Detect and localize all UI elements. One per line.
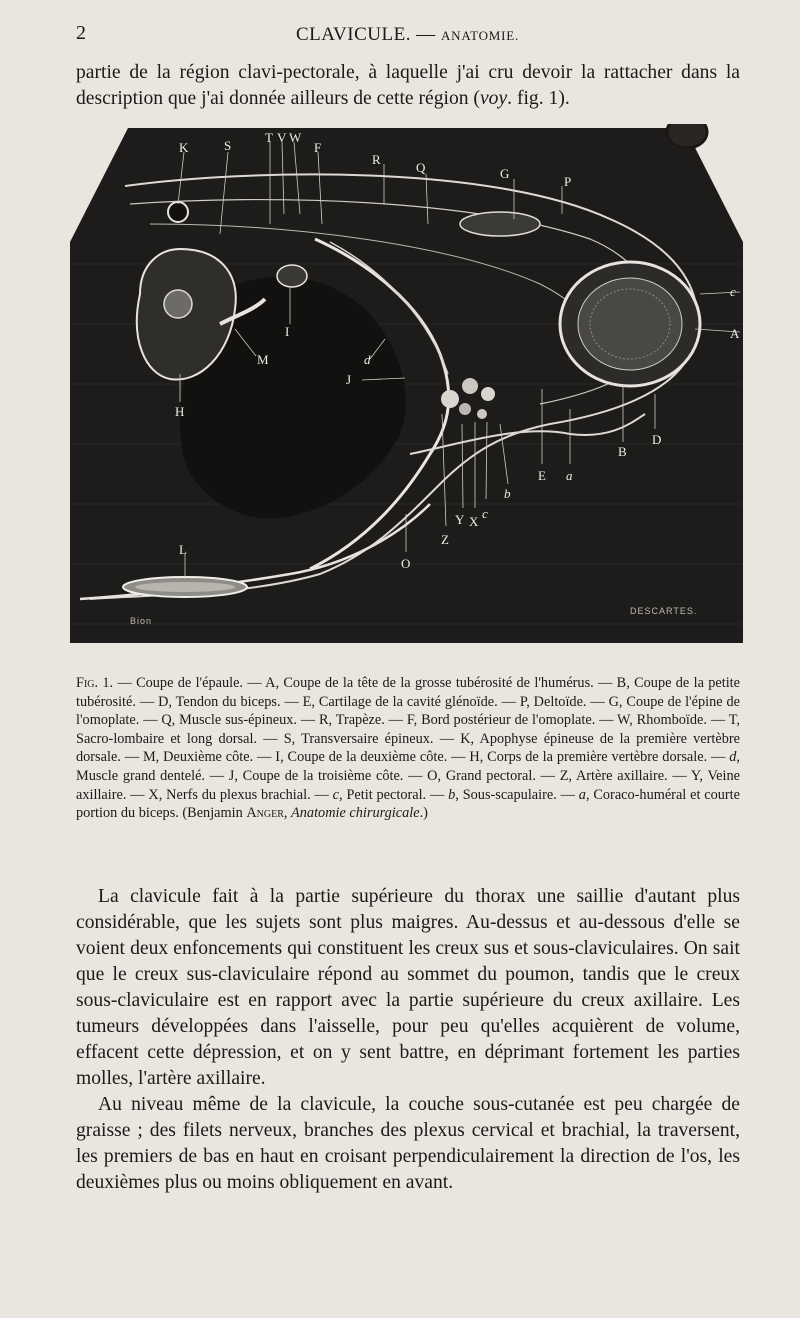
intro-text-2: . fig. 1). (507, 88, 570, 109)
caption-text-3: , Petit pectoral. — (339, 786, 449, 803)
body-paragraph: Au niveau même de la clavicule, la couche sous-cutanée est peu chargée de graisse ; des filets nerveux, branches des plexus cervical et brachial, la traversent, les premiers de bas en haut en croisant perpendiculairement la direction de l'os, les deuxièmes plus ou moins obliquement en avant. (76, 1094, 740, 1193)
anatomical-engraving (70, 124, 743, 643)
label-d: D (652, 432, 662, 447)
label-c-lower: c (482, 506, 488, 521)
label-h: H (175, 404, 185, 419)
label-d-lower: d (364, 352, 371, 367)
label-w: W (289, 130, 302, 145)
intro-voy: voy (479, 88, 508, 109)
caption-d: d (729, 749, 737, 766)
shoulder-section-svg (70, 124, 743, 643)
label-g: G (500, 166, 510, 181)
label-k: K (179, 140, 189, 155)
label-v: V (277, 130, 287, 145)
engraver-signature-left: Bion (130, 616, 153, 626)
label-l: L (179, 542, 187, 557)
intro-paragraph (76, 60, 740, 112)
caption-author: Anger (246, 805, 284, 822)
caption-c: c (332, 786, 340, 803)
label-t: T (265, 130, 273, 145)
spine-of-scapula (460, 212, 540, 236)
label-b: B (618, 444, 627, 459)
running-head-section: ANATOMIE. (440, 28, 520, 43)
running-head (296, 24, 519, 46)
intro-text-1: partie de la région clavi-pectorale, à laquelle j'ai cru devoir la rattacher dans la description que j'ai donnée ailleurs de cette région ( (76, 62, 740, 109)
label-m: M (257, 352, 269, 367)
spinal-canal (164, 290, 192, 318)
label-f: F (314, 140, 322, 155)
library-stamp (667, 124, 707, 148)
figure-caption (76, 674, 740, 823)
engraver-signature-right: DESCARTES. (630, 606, 698, 616)
caption-text-1: — Coupe de l'épaule. — A, Coupe de la tête de la grosse tubérosité de l'humérus. — B, Coupe de la petite tubérosité. — D, Tendon du biceps. — E, Cartilage de la cavité glénoïde. — P, Deltoïde. — G, Coupe de l'épine de l'omoplate. — Q, Muscle sus-épineux. — R, Trapèze. — F, Bord postérieur de l'omoplate. — W, Rhomboïde. — T, Sacro-lombaire et long dorsal. — S, Transversaire épineux. — K, Apophyse épineuse de la première vertèbre dorsale. — M, Deuxième côte. — I, Coupe de la deuxième côte. — H, Corps de la première vertèbre dorsale. — (76, 675, 740, 766)
running-head-title: CLAVICULE. (296, 24, 411, 45)
caption-b: b (448, 786, 456, 803)
label-o: O (401, 556, 411, 571)
page-number: 2 (76, 22, 86, 44)
caption-fig-label: Fig. 1. (76, 675, 114, 691)
label-s: S (224, 138, 232, 153)
label-i: I (285, 324, 290, 339)
caption-text-6: , (283, 805, 292, 822)
label-e: E (538, 468, 546, 483)
label-r: R (372, 152, 381, 167)
clavicle-core (135, 582, 235, 592)
rib-section (277, 265, 307, 287)
label-x: X (469, 514, 479, 529)
label-a: A (730, 326, 740, 341)
caption-book-title: Anatomie chirurgicale (291, 805, 420, 822)
caption-text-7: .) (419, 805, 428, 822)
humeral-cancellous-bone (578, 278, 682, 370)
body-paragraph: La clavicule fait à la partie supérieure du thorax une saillie d'autant plus considérable, que les sujets sont plus maigres. Au-dessus et au-dessous d'elle se voient deux enfoncements qui constituent les creux sus et sous-claviculaires. On sait que le creux sus-claviculaire répond au sommet du poumon, tandis que le creux sous-claviculaire est en rapport avec la partie supérieure du creux axillaire. Les tumeurs développées dans l'aisselle, pour peu qu'elles acquièrent de volume, effacent cette dépression, et on y sent battre, en déprimant fortement les parties molles, l'artère axillaire. (76, 886, 740, 1089)
caption-text-2: , Muscle grand dentelé. — J, Coupe de la troisième côte. — O, Grand pectoral. — Z, Artère axillaire. — Y, Veine axillaire. — X, Nerfs du plexus brachial. — (76, 749, 740, 803)
page-header (76, 22, 736, 50)
label-q: Q (416, 160, 426, 175)
caption-text-4: , Sous-scapulaire. — (455, 786, 579, 803)
label-b-lower: b (504, 486, 511, 501)
label-y: Y (455, 512, 465, 527)
label-z: Z (441, 532, 449, 547)
running-head-dash: — (416, 24, 436, 45)
label-p: P (564, 174, 572, 189)
caption-a: a (578, 786, 586, 803)
label-c-upper: c (730, 284, 736, 299)
body-text (76, 884, 740, 1196)
label-a-lower: a (566, 468, 573, 483)
spinous-process (168, 202, 188, 222)
caption-text-5: , Coraco-huméral et courte portion du biceps. (Benjamin (76, 786, 740, 822)
label-j: J (346, 372, 352, 387)
